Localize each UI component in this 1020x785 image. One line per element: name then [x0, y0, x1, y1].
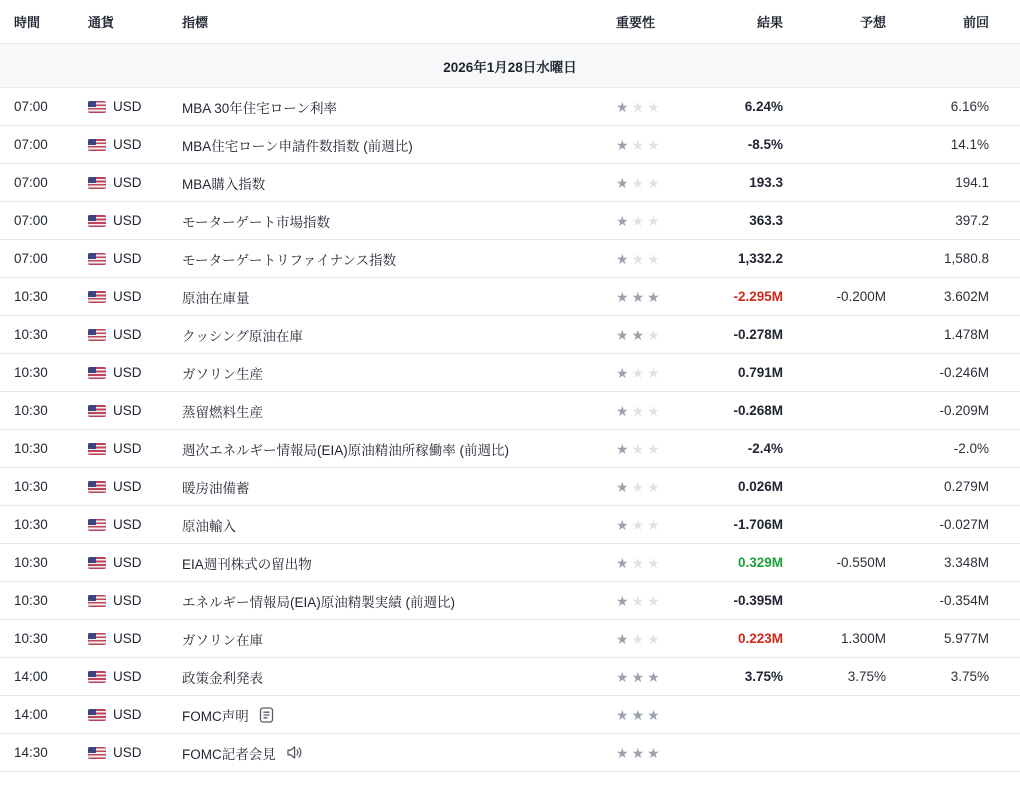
us-flag-icon: [88, 405, 106, 417]
currency-cell: [88, 403, 182, 418]
previous-cell: 3.75%: [950, 669, 989, 684]
indicator-cell: [182, 705, 616, 725]
currency-cell: [88, 555, 182, 570]
star-icon: ★: [616, 706, 629, 723]
table-row[interactable]: [0, 468, 1020, 506]
star-icon: ★: [647, 744, 660, 761]
currency-cell: [88, 365, 182, 380]
actual-cell: -1.706M: [733, 517, 783, 532]
previous-cell: 14.1%: [950, 137, 989, 152]
forecast-cell: -0.550M: [836, 555, 886, 570]
time-cell: 07:00: [14, 137, 48, 152]
previous-cell: 3.602M: [943, 289, 989, 304]
time-cell: 14:30: [14, 745, 48, 760]
star-icon: ★: [647, 706, 660, 723]
star-icon: ★: [647, 326, 660, 343]
importance-cell: [616, 404, 666, 418]
previous-cell: -2.0%: [953, 441, 989, 456]
currency-label: USD: [113, 441, 142, 456]
star-icon: ★: [647, 250, 660, 267]
star-icon: ★: [647, 98, 660, 115]
indicator-cell: [182, 363, 616, 383]
star-icon: ★: [616, 250, 629, 267]
star-icon: ★: [631, 554, 645, 571]
indicator-cell: [182, 629, 616, 649]
star-icon: ★: [616, 402, 629, 419]
time-cell: 10:30: [14, 327, 48, 342]
table-row[interactable]: [0, 734, 1020, 772]
actual-cell: 363.3: [749, 213, 783, 228]
us-flag-icon: [88, 671, 106, 683]
importance-cell: [616, 290, 666, 304]
indicator-label: 原油輸入: [182, 518, 236, 534]
indicator-cell: [182, 287, 616, 307]
importance-cell: [616, 366, 666, 380]
currency-cell: [88, 251, 182, 266]
star-icon: ★: [631, 402, 645, 419]
star-icon: ★: [647, 668, 660, 685]
currency-cell: [88, 707, 182, 722]
currency-label: USD: [113, 745, 142, 760]
time-cell: 14:00: [14, 707, 48, 722]
indicator-label: FOMC声明: [182, 708, 249, 724]
star-icon: ★: [631, 98, 645, 115]
table-row[interactable]: [0, 316, 1020, 354]
previous-cell: -0.209M: [939, 403, 989, 418]
star-icon: ★: [647, 364, 660, 381]
indicator-cell: [182, 667, 616, 687]
star-icon: ★: [631, 440, 645, 457]
us-flag-icon: [88, 253, 106, 265]
date-header-row: [0, 44, 1020, 88]
star-icon: ★: [616, 630, 629, 647]
star-icon: ★: [647, 288, 660, 305]
table-row[interactable]: [0, 240, 1020, 278]
speaker-icon[interactable]: [286, 745, 303, 760]
table-row[interactable]: [0, 88, 1020, 126]
importance-cell: [616, 442, 666, 456]
importance-cell: [616, 746, 666, 760]
column-header-forecast: 予想: [859, 15, 886, 30]
star-icon: ★: [631, 250, 645, 267]
table-row[interactable]: [0, 430, 1020, 468]
currency-label: USD: [113, 289, 142, 304]
document-icon[interactable]: [259, 707, 274, 723]
indicator-cell: [182, 553, 616, 573]
us-flag-icon: [88, 443, 106, 455]
column-header-importance: 重要性: [616, 15, 656, 30]
currency-label: USD: [113, 707, 142, 722]
importance-cell: [616, 100, 666, 114]
table-row[interactable]: [0, 278, 1020, 316]
previous-cell: 6.16%: [950, 99, 989, 114]
table-row[interactable]: [0, 582, 1020, 620]
star-icon: ★: [647, 554, 660, 571]
previous-cell: -0.027M: [939, 517, 989, 532]
table-row[interactable]: [0, 506, 1020, 544]
column-header-previous: 前回: [962, 15, 989, 30]
time-cell: 07:00: [14, 213, 48, 228]
currency-label: USD: [113, 517, 142, 532]
indicator-cell: [182, 439, 616, 459]
currency-cell: [88, 175, 182, 190]
us-flag-icon: [88, 215, 106, 227]
us-flag-icon: [88, 101, 106, 113]
currency-label: USD: [113, 593, 142, 608]
currency-cell: [88, 137, 182, 152]
star-icon: ★: [631, 212, 645, 229]
table-row[interactable]: [0, 126, 1020, 164]
currency-label: USD: [113, 479, 142, 494]
actual-cell: 0.026M: [737, 479, 783, 494]
previous-cell: 3.348M: [943, 555, 989, 570]
star-icon: ★: [616, 326, 629, 343]
actual-cell: 0.223M: [737, 631, 783, 646]
time-cell: 10:30: [14, 365, 48, 380]
previous-cell: 194.1: [955, 175, 989, 190]
actual-cell: 1,332.2: [737, 251, 783, 266]
star-icon: ★: [647, 630, 660, 647]
us-flag-icon: [88, 291, 106, 303]
previous-cell: 1,580.8: [943, 251, 989, 266]
currency-label: USD: [113, 365, 142, 380]
actual-cell: -0.268M: [733, 403, 783, 418]
star-icon: ★: [616, 174, 629, 191]
currency-label: USD: [113, 669, 142, 684]
us-flag-icon: [88, 139, 106, 151]
currency-label: USD: [113, 555, 142, 570]
actual-cell: 0.329M: [737, 555, 783, 570]
indicator-label: EIA週刊株式の留出物: [182, 556, 312, 572]
star-icon: ★: [631, 326, 645, 343]
star-icon: ★: [616, 136, 629, 153]
time-cell: 10:30: [14, 479, 48, 494]
indicator-label: 政策金利発表: [182, 670, 263, 686]
currency-cell: [88, 99, 182, 114]
table-row[interactable]: [0, 658, 1020, 696]
indicator-cell: [182, 135, 616, 155]
indicator-label: モーターゲートリファイナンス指数: [182, 252, 397, 268]
previous-cell: 0.279M: [943, 479, 989, 494]
us-flag-icon: [88, 747, 106, 759]
us-flag-icon: [88, 367, 106, 379]
us-flag-icon: [88, 557, 106, 569]
table-body: [0, 88, 1020, 772]
time-cell: 07:00: [14, 99, 48, 114]
star-icon: ★: [616, 440, 629, 457]
indicator-label: 暖房油備蓄: [182, 480, 250, 496]
importance-cell: [616, 328, 666, 342]
indicator-cell: [182, 97, 616, 117]
time-cell: 10:30: [14, 631, 48, 646]
currency-label: USD: [113, 213, 142, 228]
column-header-time: 時間: [14, 15, 41, 30]
us-flag-icon: [88, 633, 106, 645]
importance-cell: [616, 556, 666, 570]
us-flag-icon: [88, 481, 106, 493]
previous-cell: 5.977M: [943, 631, 989, 646]
previous-cell: -0.354M: [939, 593, 989, 608]
indicator-cell: [182, 211, 616, 231]
currency-cell: [88, 593, 182, 608]
currency-cell: [88, 441, 182, 456]
time-cell: 10:30: [14, 403, 48, 418]
importance-cell: [616, 214, 666, 228]
currency-cell: [88, 213, 182, 228]
us-flag-icon: [88, 177, 106, 189]
time-cell: 14:00: [14, 669, 48, 684]
currency-label: USD: [113, 631, 142, 646]
currency-cell: [88, 479, 182, 494]
previous-cell: 1.478M: [943, 327, 989, 342]
indicator-cell: [182, 515, 616, 535]
star-icon: ★: [616, 478, 629, 495]
previous-cell: 397.2: [955, 213, 989, 228]
actual-cell: 0.791M: [737, 365, 783, 380]
us-flag-icon: [88, 329, 106, 341]
previous-cell: -0.246M: [939, 365, 989, 380]
currency-label: USD: [113, 99, 142, 114]
star-icon: ★: [616, 554, 629, 571]
indicator-cell: [182, 743, 616, 763]
star-icon: ★: [631, 668, 645, 685]
indicator-cell: [182, 325, 616, 345]
currency-cell: [88, 669, 182, 684]
star-icon: ★: [631, 478, 645, 495]
column-header-actual: 結果: [756, 15, 783, 30]
star-icon: ★: [647, 174, 660, 191]
actual-cell: -2.295M: [733, 289, 783, 304]
time-cell: 10:30: [14, 441, 48, 456]
currency-cell: [88, 517, 182, 532]
indicator-cell: [182, 591, 616, 611]
currency-label: USD: [113, 403, 142, 418]
actual-cell: 6.24%: [744, 99, 783, 114]
indicator-cell: [182, 401, 616, 421]
actual-cell: -0.278M: [733, 327, 783, 342]
us-flag-icon: [88, 709, 106, 721]
actual-cell: -2.4%: [747, 441, 783, 456]
time-cell: 10:30: [14, 517, 48, 532]
actual-cell: 193.3: [749, 175, 783, 190]
time-cell: 07:00: [14, 175, 48, 190]
star-icon: ★: [647, 136, 660, 153]
importance-cell: [616, 480, 666, 494]
star-icon: ★: [616, 364, 629, 381]
forecast-cell: 3.75%: [847, 669, 886, 684]
table-row[interactable]: [0, 164, 1020, 202]
indicator-label: ガソリン生産: [182, 366, 263, 382]
column-header-indicator: 指標: [182, 15, 209, 30]
currency-label: USD: [113, 251, 142, 266]
us-flag-icon: [88, 519, 106, 531]
time-cell: 07:00: [14, 251, 48, 266]
indicator-label: FOMC記者会見: [182, 746, 276, 762]
importance-cell: [616, 176, 666, 190]
column-header-currency: 通貨: [88, 15, 115, 30]
importance-cell: [616, 670, 666, 684]
importance-cell: [616, 708, 666, 722]
actual-cell: -0.395M: [733, 593, 783, 608]
currency-cell: [88, 289, 182, 304]
actual-cell: -8.5%: [747, 137, 783, 152]
star-icon: ★: [631, 706, 645, 723]
time-cell: 10:30: [14, 555, 48, 570]
star-icon: ★: [616, 212, 629, 229]
indicator-label: 原油在庫量: [182, 290, 250, 306]
table-row[interactable]: [0, 696, 1020, 734]
table-row[interactable]: [0, 620, 1020, 658]
time-cell: 10:30: [14, 289, 48, 304]
indicator-label: ガソリン在庫: [182, 632, 263, 648]
star-icon: ★: [616, 744, 629, 761]
importance-cell: [616, 632, 666, 646]
indicator-label: MBA住宅ローン申請件数指数 (前週比): [182, 138, 413, 154]
indicator-label: モーターゲート市場指数: [182, 214, 330, 230]
star-icon: ★: [647, 212, 660, 229]
star-icon: ★: [631, 136, 645, 153]
us-flag-icon: [88, 595, 106, 607]
star-icon: ★: [647, 402, 660, 419]
indicator-cell: [182, 249, 616, 269]
star-icon: ★: [647, 516, 660, 533]
currency-label: USD: [113, 137, 142, 152]
star-icon: ★: [631, 516, 645, 533]
star-icon: ★: [647, 440, 660, 457]
table-row[interactable]: [0, 202, 1020, 240]
star-icon: ★: [616, 592, 629, 609]
star-icon: ★: [647, 592, 660, 609]
star-icon: ★: [647, 478, 660, 495]
indicator-cell: [182, 477, 616, 497]
currency-cell: [88, 631, 182, 646]
indicator-label: MBA購入指数: [182, 176, 266, 192]
star-icon: ★: [631, 364, 645, 381]
indicator-label: MBA 30年住宅ローン利率: [182, 100, 338, 116]
star-icon: ★: [631, 744, 645, 761]
currency-cell: [88, 745, 182, 760]
star-icon: ★: [631, 592, 645, 609]
actual-cell: 3.75%: [744, 669, 783, 684]
table-row[interactable]: [0, 544, 1020, 582]
importance-cell: [616, 138, 666, 152]
indicator-label: エネルギー情報局(EIA)原油精製実績 (前週比): [182, 594, 455, 610]
star-icon: ★: [631, 630, 645, 647]
indicator-label: 蒸留燃料生産: [182, 404, 263, 420]
importance-cell: [616, 518, 666, 532]
star-icon: ★: [616, 516, 629, 533]
forecast-cell: -0.200M: [836, 289, 886, 304]
currency-label: USD: [113, 327, 142, 342]
star-icon: ★: [631, 174, 645, 191]
currency-cell: [88, 327, 182, 342]
indicator-label: クッシング原油在庫: [182, 328, 303, 344]
table-header-row: [0, 0, 1020, 44]
table-row[interactable]: [0, 392, 1020, 430]
date-header-label: 2026年1月28日水曜日: [443, 59, 577, 75]
table-row[interactable]: [0, 354, 1020, 392]
currency-label: USD: [113, 175, 142, 190]
time-cell: 10:30: [14, 593, 48, 608]
importance-cell: [616, 252, 666, 266]
forecast-cell: 1.300M: [840, 631, 886, 646]
indicator-cell: [182, 173, 616, 193]
indicator-label: 週次エネルギー情報局(EIA)原油精油所稼働率 (前週比): [182, 442, 509, 458]
star-icon: ★: [616, 98, 629, 115]
star-icon: ★: [631, 288, 645, 305]
star-icon: ★: [616, 288, 629, 305]
importance-cell: [616, 594, 666, 608]
star-icon: ★: [616, 668, 629, 685]
